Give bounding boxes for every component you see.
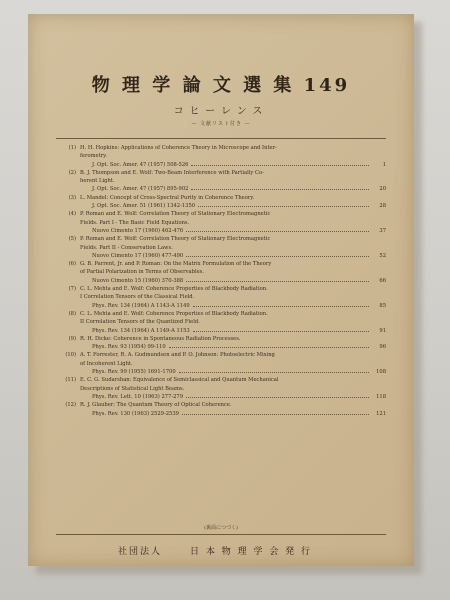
citation-text: Nuovo Cimento 17 (1960) 477-490 [92,252,184,259]
document-title: 物 理 学 論 文 選 集 149 [91,75,351,96]
top-rule [56,138,386,139]
entry-citation [80,252,386,260]
entry-number: (9) [68,335,76,342]
entry-number: (6) [68,261,76,268]
contents-entry [56,235,386,260]
entry-text-line: P. Roman and E. Wolf: Correlation Theory of Stationary Electromagnetic [80,211,271,218]
dot-leader [191,189,369,190]
entry-number: (12) [65,402,76,409]
entry-citation [80,327,386,335]
entry-text-line: C. L. Mehta and E. Wolf: Coherence Properties of Blackbody Radiation. [80,310,268,317]
entry-citation [80,343,386,351]
entry-text-line: R. J. Glauber: The Quantum Theory of Optical Coherence. [80,402,232,409]
citation-text: Phys. Rev. 99 (1955) 1691-1700 [92,369,176,376]
citation-text: Nuovo Cimento 17 (1960) 462-476 [92,227,184,234]
dot-leader [193,306,369,307]
entry-number: (11) [65,377,76,384]
entry-number: (5) [68,236,76,243]
entry-text-line: Fields. Part I - The Basic Field Equations. [80,219,190,226]
page-number: 96 [379,344,386,351]
citation-text: J. Opt. Soc. Amer. 47 (1957) 508-526 [92,161,189,168]
citation-text: Phys. Rev. 134 (1964) A 1149-A 1153 [92,327,190,334]
entry-number: (2) [68,169,76,176]
dot-leader [191,165,369,166]
entry-text-line: Descriptions of Statistical Light Beams. [80,385,185,392]
entry-text-line: of Partial Polarization in Terms of Observables. [80,269,204,276]
page-number: 1 [382,161,386,168]
page-number: 85 [379,302,386,309]
contents-entry [56,285,386,310]
contents-entry [56,144,386,169]
contents-entry [56,401,386,418]
contents-entry [56,210,386,235]
entry-number: (10) [65,352,76,359]
publisher-name: 日 本 物 理 学 会 発 行 [190,547,313,557]
dot-leader [182,414,369,415]
entry-text-line: B. J. Thompson and E. Wolf: Two-Beam Interference with Partially Co- [80,169,264,176]
bottom-rule [56,534,386,535]
entry-citation [80,302,386,310]
page-number: 28 [379,203,386,210]
publisher [118,544,340,557]
citation-text: Phys. Rev. Lett. 10 (1963) 277-279 [92,393,183,400]
dot-leader [193,331,369,332]
contents-entry [56,194,386,211]
entry-number: (1) [68,145,76,151]
entry-text-line: herent Light. [80,178,115,185]
page-number: 37 [379,227,386,234]
entry-text-line: Fields. Part II - Conservation Laws. [80,244,173,251]
entry-text-line: P. Roman and E. Wolf: Correlation Theory of Stationary Electromagnetic [80,236,271,243]
citation-text: Phys. Rev. 130 (1963) 2529-2539 [92,410,179,417]
page-number: 91 [379,327,386,334]
citation-text: Phys. Rev. 134 (1964) A 1143-A 1149 [92,302,190,309]
document-note: — 文献リスト付き — [191,121,251,127]
citation-text: Nuovo Cimento 15 (1960) 370-388 [92,277,184,284]
entry-text-line: I Correlation Tensors of the Classical Field. [80,294,195,301]
dot-leader [169,347,369,348]
dot-leader [179,372,369,373]
contents-entry [56,376,386,401]
entry-citation [80,202,386,210]
entry-number: (3) [68,194,76,201]
entry-citation [80,161,386,169]
entry-text-line: ferometry. [80,153,108,160]
entry-text-line: II Correlation Tensors of the Quantized Field. [80,319,200,326]
entry-text-line: E. C. G. Sudarshan: Equivalence of Semiclassical and Quantum Mechanical [80,377,279,384]
entry-text-line: R. H. Dicke: Coherence in Spontaneous Radiation Processes. [80,335,241,342]
entry-text-line: A. T. Forrester, R. A. Gudmundsen and P. O. Johnson: Photoelectric Mixing [80,352,275,359]
citation-text: J. Opt. Soc. Amer. 51 (1961) 1342-1350 [92,203,196,210]
page-number: 66 [379,277,386,284]
contents-entry [56,351,386,376]
continued-note: (裏面につづく) [204,525,238,531]
document-subtitle: コヒーレンス [173,106,269,117]
contents-list [56,144,386,418]
citation-text: Phys. Rev. 93 (1954) 99-110 [92,344,166,351]
entry-citation [80,185,386,193]
entry-text-line: L. Mandel: Concept of Cross-Spectral Purity in Coherence Theory. [80,194,255,201]
dot-leader [186,397,369,398]
page-number: 52 [379,252,386,259]
entry-text-line: H. H. Hopkins: Applications of Coherence Theory in Microscope and Inter- [80,145,277,151]
contents-entry [56,169,386,194]
entry-text-line: G. B. Parrent, Jr. and P. Roman: On the Matrix Formulation of the Theory [80,261,272,268]
entry-citation [80,410,386,418]
entry-citation [80,277,386,285]
contents-entry [56,310,386,335]
entry-citation [80,393,386,401]
dot-leader [186,256,369,257]
entry-number: (4) [68,211,76,218]
dot-leader [186,231,369,232]
document-page [28,14,414,566]
publisher-org-type: 社団法人 [118,547,163,557]
entry-text-line: C. L. Mehta and E. Wolf: Coherence Properties of Blackbody Radiation. [80,286,268,293]
page-number: 20 [379,186,386,193]
entry-number: (7) [68,286,76,293]
citation-text: J. Opt. Soc. Amer. 47 (1957) 895-902 [92,186,189,193]
entry-citation [80,227,386,235]
entry-text-line: of Incoherent Light. [80,360,133,367]
dot-leader [198,206,369,207]
page-number: 121 [376,410,386,417]
contents-entry [56,335,386,352]
contents-entry [56,260,386,285]
entry-number: (8) [68,310,76,317]
page-number: 108 [376,369,386,376]
page-number: 118 [376,393,386,400]
dot-leader [186,281,369,282]
entry-citation [80,368,386,376]
